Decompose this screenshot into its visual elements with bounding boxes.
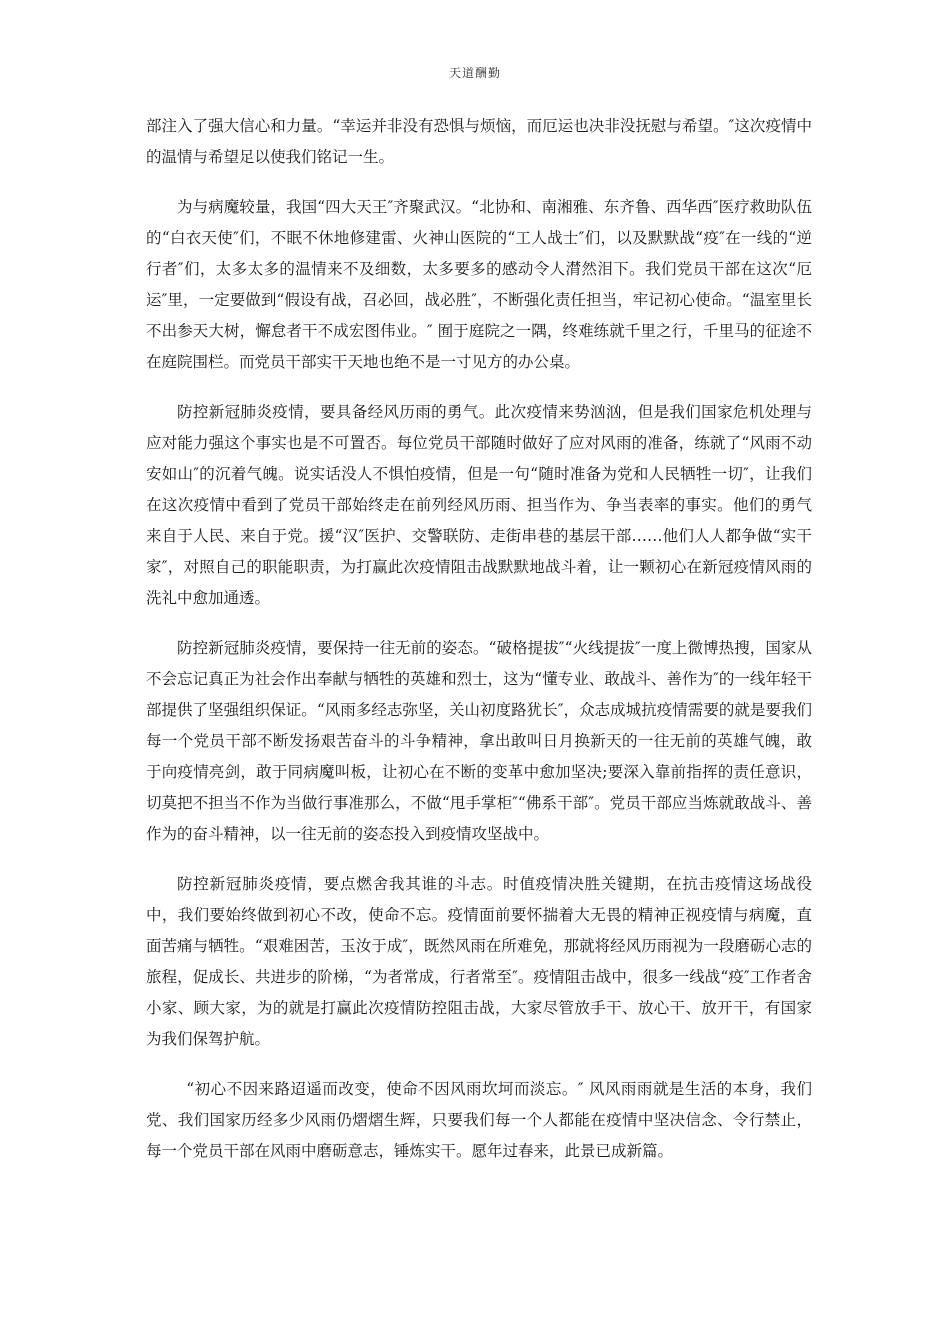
paragraph-6: “初心不因来路迢遥而改变，使命不因风雨坎坷而淡忘。″ 风风雨雨就是生活的本身，我们党、我们国家历经多少风雨仍熠熠生辉，只要我们每一个人都能在疫情中坚决信念、令行禁止，每一个党员干部在风雨中磨砺意志，锤炼实干。愿年过春来，此景已成新篇。 bbox=[146, 1080, 812, 1160]
paragraph-5: 防控新冠肺炎疫情，要点燃舍我其谁的斗志。时值疫情决胜关键期，在抗击疫情这场战役中，我们要始终做到初心不改，使命不忘。疫情面前要怀揣着大无畏的精神正视疫情与病魔，直面苦痛与牺牲。“艰难困苦，玉汝于成″，既然风雨在所难免，那就将经风历雨视为一段磨砺心志的旅程，促成长、共进步的阶梯，“为者常成，行者常至″。疫情阻击战中，很多一线战“疫″工作者舍小家、顾大家，为的就是打赢此次疫情防控阻击战，大家尽管放手干、放心干、放开干，有国家为我们保驾护航。 bbox=[146, 875, 812, 1048]
paragraph-3: 防控新冠肺炎疫情，要具备经风历雨的勇气。此次疫情来势汹汹，但是我们国家危机处理与应对能力强这个事实也是不可置否。每位党员干部随时做好了应对风雨的准备，练就了“风雨不动安如山″的沉着气魄。说实话没人不惧怕疫情，但是一句“随时准备为党和人民牺牲一切″，让我们在这次疫情中看到了党员干部始终走在前列经风历雨、担当作为、争当表率的事实。他们的勇气来自于人民、来自于党。援“汉″医护、交警联防、走街串巷的基层干部……他们人人都争做“实干家″，对照自己的职能职责，为打赢此次疫情阻击战默默地战斗着，让一颗初心在新冠疫情风雨的洗礼中愈加通透。 bbox=[146, 403, 812, 607]
document-body bbox=[146, 111, 812, 1186]
paragraph-2: 为与病魔较量，我国“四大天王″齐聚武汉。“北协和、南湘雅、东齐鲁、西华西″医疗救助队伍的“白衣天使″们，不眠不休地修建雷、火神山医院的“工人战士″们，以及默默战“疫″在一线的“逆行者″们，太多太多的温情来不及细数，太多要多的感动令人潸然泪下。我们党员干部在这次“厄运″里，一定要做到“假设有战，召必回，战必胜″，不断强化责任担当，牢记初心使命。“温室里长不出参天大树，懈怠者干不成宏图伟业。″ 囿于庭院之一隅，终难练就千里之行，千里马的征途不在庭院围栏。而党员干部实干天地也绝不是一寸见方的办公桌。 bbox=[146, 198, 812, 371]
page-header: 天道酬勤 bbox=[448, 66, 501, 80]
paragraph-4: 防控新冠肺炎疫情，要保持一往无前的姿态。“破格提拔″“火线提拔″一度上微博热搜，国家从不会忘记真正为社会作出奉献与牺牲的英雄和烈士，这为“懂专业、敢战斗、善作为″的一线年轻干部提供了坚强组织保证。“风雨多经志弥坚，关山初度路犹长″，众志成城抗疫情需要的就是要我们每一个党员干部不断发扬艰苦奋斗的斗争精神，拿出敢叫日月换新天的一往无前的英雄气魄，敢于向疫情亮剑，敢于同病魔叫板，让初心在不断的变革中愈加坚决;要深入靠前指挥的责任意识，切莫把不担当不作为当做行事准那么，不做“甩手掌柜″“佛系干部″。党员干部应当炼就敢战斗、善作为的奋斗精神，以一往无前的姿态投入到疫情攻坚战中。 bbox=[146, 639, 812, 843]
paragraph-1: 部注入了强大信心和力量。“幸运并非没有恐惧与烦恼，而厄运也决非没抚慰与希望。″这次疫情中的温情与希望足以使我们铭记一生。 bbox=[146, 117, 812, 166]
